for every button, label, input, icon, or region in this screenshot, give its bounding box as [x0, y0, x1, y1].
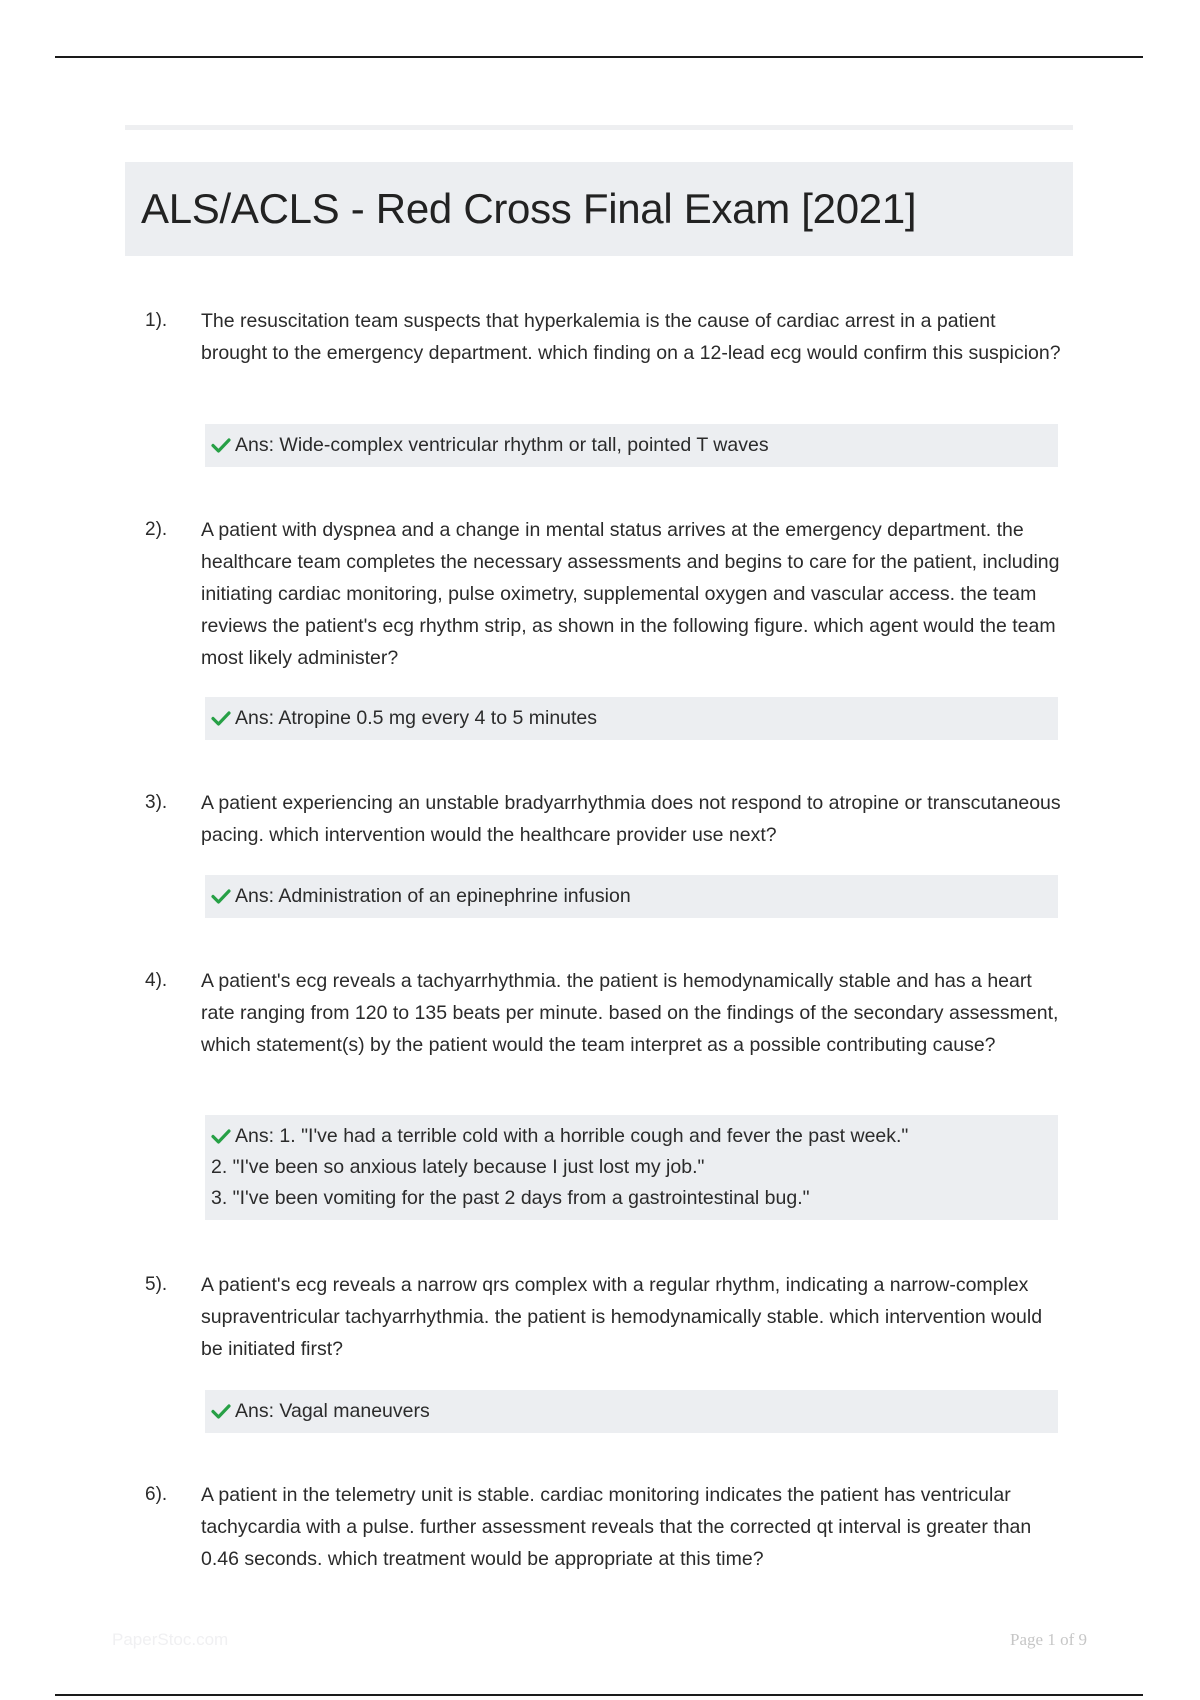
check-icon [211, 888, 231, 904]
question-number: 5). [145, 1274, 168, 1295]
answer-line [211, 881, 1048, 912]
answer-line [211, 1121, 1048, 1152]
title-banner [125, 162, 1073, 256]
check-icon [211, 1128, 231, 1144]
answer-text: Ans: Administration of an epinephrine infusion [235, 885, 631, 907]
answer-box-3 [205, 875, 1058, 918]
question-text: A patient experiencing an unstable bradyarrhythmia does not respond to atropine or transcutaneous pacing. which intervention would the healthcare provider use next? [201, 792, 1061, 846]
answer-text: Ans: Vagal maneuvers [235, 1400, 430, 1422]
page-indicator: Page 1 of 9 [1010, 1630, 1087, 1649]
question-text: A patient in the telemetry unit is stable. cardiac monitoring indicates the patient has ventricular tachycardia with a pulse. further assessment reveals that the corrected qt interval is greater than 0.46 seconds. which treatment would be appropriate at this time? [201, 1484, 1032, 1570]
answer-box-2 [205, 697, 1058, 740]
question-number: 3). [145, 792, 168, 813]
check-icon [211, 710, 231, 726]
answer-line: 3. "I've been vomiting for the past 2 days from a gastrointestinal bug." [211, 1187, 810, 1209]
question-number: 6). [145, 1484, 168, 1505]
question-number: 1). [145, 310, 168, 331]
bottom-rule [55, 1694, 1143, 1696]
header-divider [125, 125, 1073, 130]
answer-box-1 [205, 424, 1058, 467]
answer-line [211, 430, 1048, 461]
answer-box-5 [205, 1390, 1058, 1433]
question-text: The resuscitation team suspects that hyperkalemia is the cause of cardiac arrest in a patient brought to the emergency department. which finding on a 12-lead ecg would confirm this suspicion? [201, 310, 1061, 364]
check-icon [211, 1403, 231, 1419]
top-rule [55, 56, 1143, 58]
check-icon [211, 437, 231, 453]
answer-line [211, 1396, 1048, 1427]
page-title: ALS/ACLS - Red Cross Final Exam [2021] [141, 185, 917, 232]
question-number: 2). [145, 519, 168, 540]
question-number: 4). [145, 970, 168, 991]
question-text: A patient's ecg reveals a narrow qrs complex with a regular rhythm, indicating a narrow-complex supraventricular tachyarrhythmia. the patient is hemodynamically stable. which intervention would be initiated first? [201, 1274, 1043, 1360]
question-text: A patient's ecg reveals a tachyarrhythmia. the patient is hemodynamically stable and has a heart rate ranging from 120 to 135 beats per minute. based on the findings of the secondary assessment, which statement(s) by the patient would the team interpret as a possible contributing cause? [201, 970, 1059, 1056]
answer-line: 2. "I've been so anxious lately because I just lost my job." [211, 1156, 705, 1178]
answer-line [211, 703, 1048, 734]
question-text: A patient with dyspnea and a change in mental status arrives at the emergency department. the healthcare team completes the necessary assessments and begins to care for the patient, including initiating cardiac monitoring, pulse oximetry, supplemental oxygen and vascular access. the team reviews the patient's ecg rhythm strip, as shown in the following figure. which agent would the team most likely administer? [201, 519, 1060, 669]
watermark-brand: PaperStoc.com [112, 1630, 229, 1649]
answer-text: Ans: 1. "I've had a terrible cold with a horrible cough and fever the past week." [235, 1125, 909, 1147]
answer-text: Ans: Atropine 0.5 mg every 4 to 5 minutes [235, 707, 598, 729]
answer-box-4 [205, 1115, 1058, 1220]
answer-text: Ans: Wide-complex ventricular rhythm or tall, pointed T waves [235, 434, 769, 456]
